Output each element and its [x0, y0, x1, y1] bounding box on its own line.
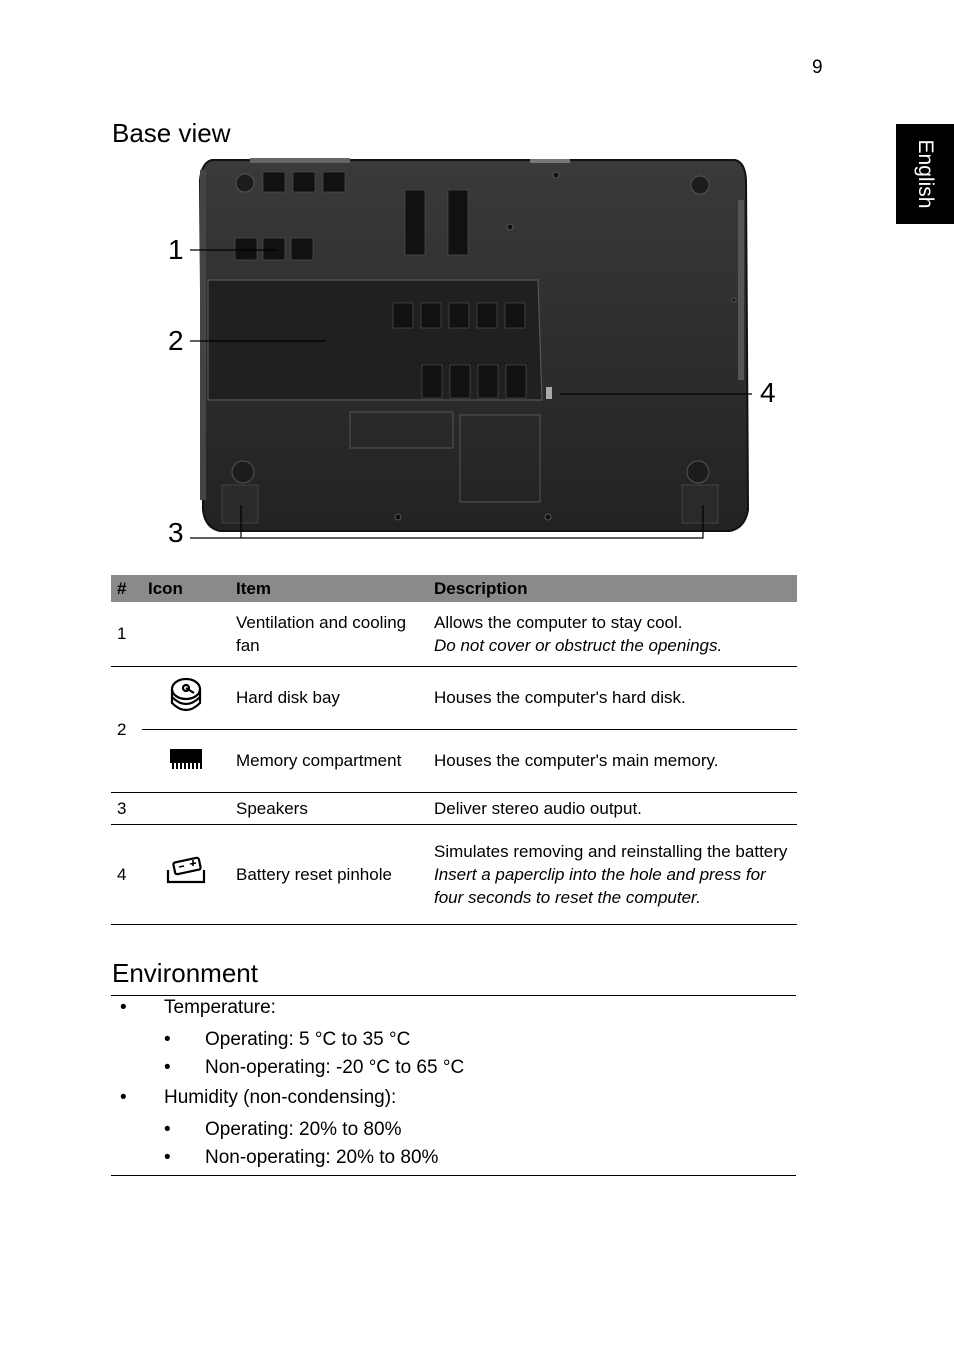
env-subitem: Operating: 20% to 80% [205, 1119, 402, 1140]
header-icon: Icon [142, 575, 230, 602]
laptop-base-illustration [160, 150, 800, 550]
bullet-icon: • [164, 1119, 171, 1140]
description-text: Allows the computer to stay cool. [434, 612, 683, 632]
row-description [428, 602, 797, 666]
env-item-humidity: Humidity (non-condensing): [164, 1087, 397, 1108]
table-row [111, 824, 797, 924]
bullet-icon: • [164, 1029, 171, 1050]
description-note: Insert a paperclip into the hole and press for four seconds to reset the computer. [434, 864, 766, 907]
memory-icon [142, 729, 230, 792]
callout-4: 4 [760, 377, 776, 408]
row-item: Hard disk bay [230, 666, 428, 729]
table-row [111, 602, 797, 666]
table-row [111, 666, 797, 729]
row-description: Houses the computer's main memory. [428, 729, 797, 792]
description-text: Simulates removing and reinstalling the battery [434, 841, 788, 861]
row-item: Speakers [230, 792, 428, 824]
bullet-icon: • [164, 1147, 171, 1168]
row-item: Battery reset pinhole [230, 824, 428, 924]
table-row [111, 792, 797, 824]
header-number: # [111, 575, 142, 602]
env-subitem: Non-operating: -20 °C to 65 °C [205, 1057, 465, 1078]
divider [111, 995, 796, 996]
env-subitem: Operating: 5 °C to 35 °C [205, 1029, 411, 1050]
row-number: 4 [111, 824, 142, 924]
section-title-base-view: Base view [112, 118, 231, 148]
row-number: 2 [111, 666, 142, 792]
row-item: Ventilation and cooling fan [230, 602, 428, 666]
bullet-icon: • [164, 1057, 171, 1078]
language-tab [896, 124, 954, 224]
row-item: Memory compartment [230, 729, 428, 792]
callout-1: 1 [168, 234, 184, 265]
row-number: 3 [111, 792, 142, 824]
row-number: 1 [111, 602, 142, 666]
table-header [111, 575, 797, 602]
env-subitem: Non-operating: 20% to 80% [205, 1147, 439, 1168]
callout-3: 3 [168, 517, 184, 548]
header-description: Description [428, 575, 797, 602]
hard-disk-icon [142, 666, 230, 729]
table-row [111, 729, 797, 792]
page-number: 9 [812, 57, 823, 78]
battery-reset-icon [142, 824, 230, 924]
language-tab-label: English [914, 139, 937, 209]
bullet-icon: • [120, 1087, 127, 1108]
row-description: Deliver stereo audio output. [428, 792, 797, 824]
bullet-icon: • [120, 997, 127, 1018]
header-item: Item [230, 575, 428, 602]
section-title-environment: Environment [112, 958, 258, 988]
row-description [428, 824, 797, 924]
divider [111, 1175, 796, 1176]
description-note: Do not cover or obstruct the openings. [434, 635, 723, 655]
callout-2: 2 [168, 325, 184, 356]
base-view-table [111, 575, 797, 925]
env-item-temperature: Temperature: [164, 997, 276, 1018]
row-description: Houses the computer's hard disk. [428, 666, 797, 729]
